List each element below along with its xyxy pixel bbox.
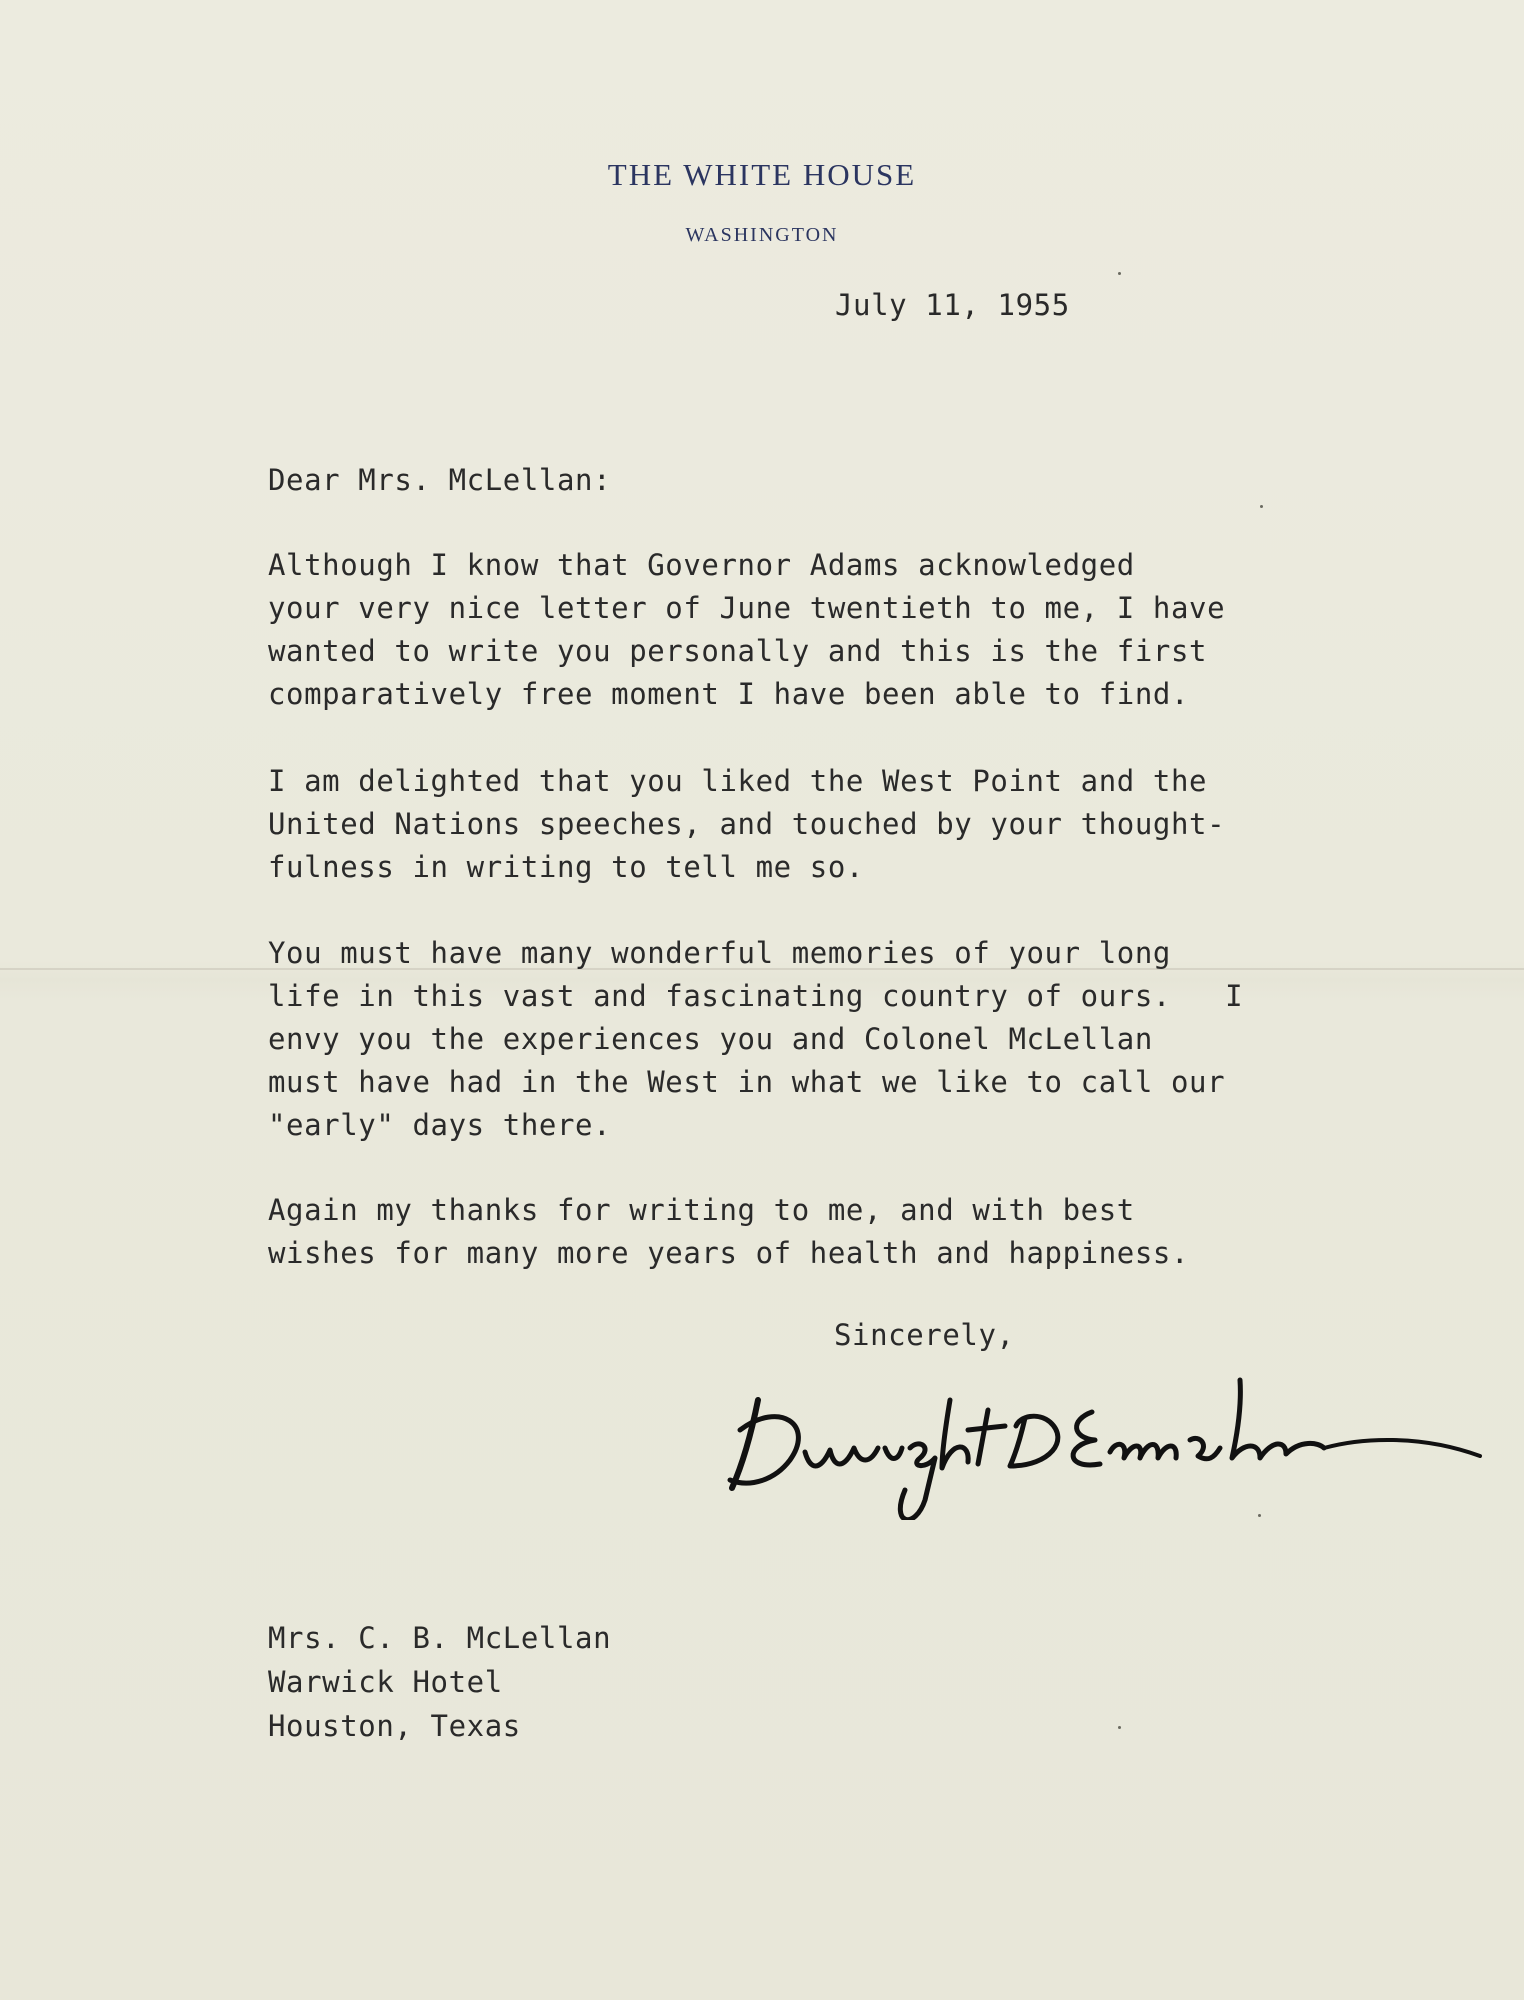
paragraph-line: You must have many wonderful memories of your long: [268, 936, 1171, 970]
paper-speck: [1260, 505, 1263, 508]
address-line: Mrs. C. B. McLellan: [268, 1621, 612, 1655]
paragraph-3: [268, 932, 1243, 1147]
paper-speck: [1118, 272, 1121, 275]
paragraph-line: Although I know that Governor Adams acknowledged: [268, 548, 1135, 582]
paragraph-line: Again my thanks for writing to me, and with best: [268, 1193, 1135, 1227]
recipient-address: [268, 1616, 611, 1748]
paragraph-4: [268, 1189, 1189, 1275]
paragraph-line: your very nice letter of June twentieth to me, I have: [268, 591, 1226, 625]
address-line: Warwick Hotel: [268, 1665, 503, 1699]
paragraph-1: [268, 544, 1225, 716]
paragraph-line: envy you the experiences you and Colonel McLellan: [268, 1022, 1153, 1056]
paragraph-line: "early" days there.: [268, 1108, 612, 1142]
letterhead-title: THE WHITE HOUSE: [607, 157, 917, 192]
closing: Sincerely,: [834, 1318, 1015, 1352]
salutation: Dear Mrs. McLellan:: [268, 463, 612, 497]
paragraph-line: wanted to write you personally and this is the first: [268, 634, 1208, 668]
paragraph-line: I am delighted that you liked the West Point and the: [268, 764, 1208, 798]
paragraph-line: fulness in writing to tell me so.: [268, 850, 864, 884]
paragraph-2: [268, 760, 1225, 889]
letter-date: July 11, 1955: [835, 288, 1070, 322]
address-line: Houston, Texas: [268, 1709, 521, 1743]
paper-speck: [1258, 1514, 1261, 1517]
handwritten-signature: [720, 1330, 1510, 1520]
paragraph-line: United Nations speeches, and touched by your thought-: [268, 807, 1226, 841]
letterhead-subtitle: WASHINGTON: [685, 224, 839, 246]
paragraph-line: wishes for many more years of health and happiness.: [268, 1236, 1190, 1270]
paragraph-line: comparatively free moment I have been able to find.: [268, 677, 1190, 711]
paragraph-line: must have had in the West in what we like to call our: [268, 1065, 1226, 1099]
paper-speck: [1118, 1726, 1121, 1729]
paragraph-line: life in this vast and fascinating country of ours. I: [268, 979, 1244, 1013]
